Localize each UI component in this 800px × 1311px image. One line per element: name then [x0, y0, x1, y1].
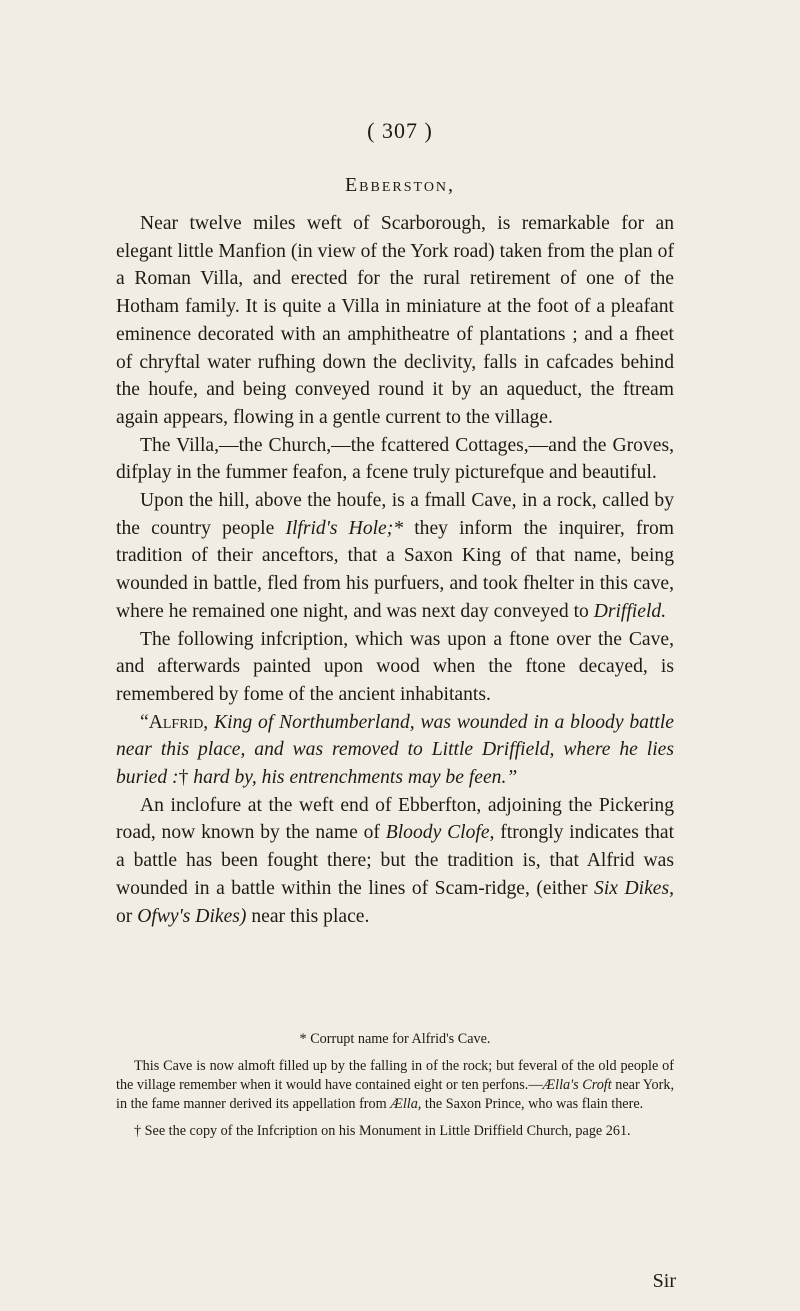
- footnote-star: [116, 1057, 674, 1114]
- section-heading: Ebberston,: [344, 174, 456, 196]
- paragraph-text: near this place.: [246, 905, 370, 927]
- paragraph-text: An inclofure at the weft end of Ebberfton, adjoining the Pickering road, now known by the name of: [116, 794, 674, 844]
- catchword: Sir: [652, 1270, 676, 1292]
- paragraph-inscription: [116, 709, 674, 792]
- paragraph-text: ftrongly indicates that a battle has been fought there; but the tradition is, that Alfrid was wounded in a battle within the lines of Scam-ridge, (either: [116, 822, 675, 899]
- place-name: Six Dikes,: [594, 877, 674, 899]
- footnote-text: near York, in the fame manner derived its appellation from: [116, 1077, 674, 1112]
- footnote-star-heading: * Corrupt name for Alfrid's Cave.: [299, 1031, 491, 1047]
- place-name: Bloody Clofe,: [385, 822, 495, 844]
- footnote-ref-dagger: †: [178, 767, 189, 789]
- place-name: Ælla's Croft: [542, 1077, 612, 1093]
- paragraph-scene: [116, 432, 674, 487]
- inscription-text: King of Northumberland, was wounded in a bloody battle near this place, and was removed to Little Driffield, where he lies buried :: [116, 711, 674, 789]
- king-name: Alfrid,: [148, 711, 209, 733]
- footnote-text: the Saxon Prince, who was flain there.: [421, 1096, 644, 1112]
- footnote-dagger: † See the copy of the Infcription on his Monument in Little Driffield Church, page 261.: [134, 1123, 631, 1139]
- paragraph-text: Near twelve miles weft of Scarborough, is remarkable for an elegant little Manfion (in view of the York road) taken from the plan of a Roman Villa, and erected for the rural retirement of one of the Hotham family. It is quite a Villa in miniature at the foot of a pleafant eminence decorated with an amphitheatre of plantations ; and a fheet of chryftal water rufhing down the declivity, falls in cafcades behind the houfe, and being conveyed round it by an aqueduct, the ftream again appears, flowing in a gentle current to the village.: [116, 213, 674, 428]
- place-name: Driffield.: [593, 600, 667, 622]
- paragraph-inscription-intro: [116, 626, 674, 709]
- person-name: Ælla,: [390, 1096, 422, 1112]
- paragraph-text: Upon the hill, above the houfe, is a fmall Cave, in a rock, called by the country people: [116, 490, 674, 539]
- paragraph-cave: [116, 487, 674, 626]
- footnote-ref-star: ;*: [386, 517, 404, 539]
- paragraph-enclosure: [116, 792, 674, 931]
- footnote-text: This Cave is now almoft filled up by the falling in of the rock; but feveral of the old people of the village remember when it would have contained eight or ten perfons.—: [116, 1058, 674, 1093]
- paragraph-text: The Villa,—the Church,—the fcattered Cottages,—and the Groves, difplay in the fummer feafon, a fcene truly picturefque and beautiful.: [116, 434, 674, 484]
- paragraph-description: [116, 210, 674, 432]
- inscription-text: hard by, his entrenchments may be feen.”: [188, 767, 518, 789]
- main-text: [116, 210, 674, 930]
- paragraph-text: they inform the inquirer, from tradition of their anceftors, that a Saxon King of that name, being wounded in battle, fled from his purfuers, and took fhelter in this cave, where he remained one night, and was next day conveyed to: [116, 517, 675, 622]
- place-name: Ofwy's Dikes): [137, 905, 247, 927]
- page-number: ( 307 ): [367, 118, 433, 143]
- cave-name: Ilfrid's Hole: [285, 517, 387, 539]
- footnotes: [116, 1030, 674, 1149]
- paragraph-text: The following infcription, which was upon a ftone over the Cave, and afterwards painted upon wood when the ftone decayed, is remembered by fome of the ancient inhabitants.: [116, 628, 674, 705]
- open-quote: “: [140, 711, 149, 733]
- paragraph-text: or: [116, 905, 138, 927]
